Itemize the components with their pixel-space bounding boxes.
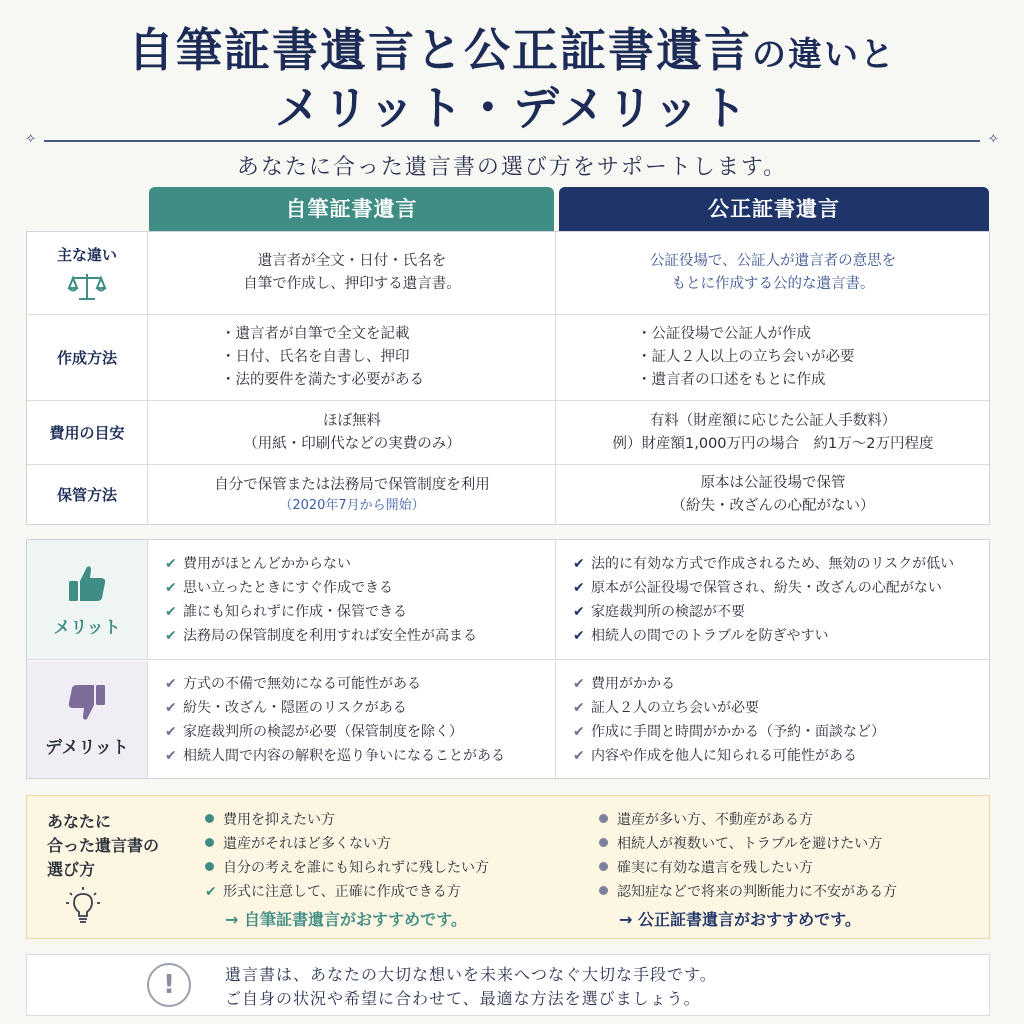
list-item: ✔ 家庭裁判所の検認が不要 bbox=[573, 600, 989, 624]
title-main-part: 自筆証書遺言と公正証書遺言 bbox=[128, 23, 752, 77]
divider-ornament-left: ⟡ bbox=[26, 130, 36, 146]
check-icon: ✔ bbox=[165, 699, 177, 716]
check-icon: ✔ bbox=[165, 579, 177, 596]
column-header-notarial: 公正証書遺言 bbox=[559, 187, 989, 231]
list-item: ✔ 方式の不備で無効になる可能性がある bbox=[165, 672, 555, 696]
recommendation-box bbox=[26, 795, 990, 939]
title-suffix: の違いと bbox=[752, 35, 896, 75]
merit-row bbox=[27, 540, 989, 660]
check-icon: ✔ bbox=[573, 627, 585, 644]
bullet-icon bbox=[599, 838, 608, 847]
bullet-icon bbox=[205, 838, 214, 847]
cell-notarial: 有料（財産額に応じた公証人手数料） 例）財産額1,000万円の場合 約1万〜2万円程度 bbox=[612, 412, 934, 452]
check-icon: ✔ bbox=[205, 884, 217, 900]
check-icon: ✔ bbox=[165, 627, 177, 644]
recommend-notarial bbox=[599, 808, 897, 932]
demerit-holographic bbox=[149, 661, 556, 778]
list-item: ✔ 費用がかかる bbox=[573, 672, 989, 696]
exclamation-icon: ! bbox=[147, 963, 191, 1007]
lightbulb-icon bbox=[65, 886, 101, 926]
closing-note-text: 遺言書は、あなたの大切な想いを未来へつなぐ大切な手段です。 ご自身の状況や希望に合わせて、最適な方法を選びましょう。 bbox=[225, 965, 717, 1008]
list-item: 相続人が複数いて、トラブルを避けたい方 bbox=[599, 832, 897, 856]
check-icon: ✔ bbox=[165, 747, 177, 764]
list-item: ✔ 内容や作成を他人に知られる可能性がある bbox=[573, 744, 989, 768]
check-icon: ✔ bbox=[165, 675, 177, 692]
cell-holographic: ほぼ無料 （用紙・印刷代などの実費のみ） bbox=[149, 401, 556, 464]
bullet-icon bbox=[599, 814, 608, 823]
check-icon: ✔ bbox=[573, 579, 585, 596]
bullet-icon bbox=[599, 862, 608, 871]
list-item: 遺産が多い方、不動産がある方 bbox=[599, 808, 897, 832]
bullet-icon bbox=[599, 886, 608, 895]
recommend-result-holographic: → 自筆証書遺言がおすすめです。 bbox=[225, 910, 467, 929]
cell-holographic: 遺言者が全文・日付・氏名を 自筆で作成し、押印する遺言書。 bbox=[149, 232, 556, 314]
check-icon: ✔ bbox=[573, 723, 585, 740]
check-icon: ✔ bbox=[573, 555, 585, 572]
recommend-result-notarial: → 公正証書遺言がおすすめです。 bbox=[619, 910, 861, 929]
list-item: 自分の考えを誰にも知られずに残したい方 bbox=[205, 856, 489, 880]
pros-cons-table bbox=[26, 539, 990, 779]
row-label: 作成方法 bbox=[27, 315, 148, 400]
table-row bbox=[27, 232, 989, 315]
divider-ornament-right: ⟡ bbox=[988, 130, 998, 146]
check-icon: ✔ bbox=[573, 699, 585, 716]
row-label: 主な違い bbox=[27, 232, 148, 314]
demerit-label: デメリット bbox=[27, 661, 148, 778]
cell-notarial: 公証役場で、公証人が遺言者の意思を もとに作成する公的な遺言書。 bbox=[649, 253, 897, 292]
cell-notarial: 原本は公証役場で保管 （紛失・改ざんの心配がない） bbox=[671, 474, 875, 514]
page-title-line1 bbox=[0, 14, 1024, 80]
demerit-row bbox=[27, 661, 989, 778]
subtitle: あなたに合った遺言書の選び方をサポートします。 bbox=[236, 155, 788, 180]
check-icon: ✔ bbox=[573, 603, 585, 620]
list-item: ✔ 法務局の保管制度を利用すれば安全性が高まる bbox=[165, 624, 555, 648]
list-item: 確実に有効な遺言を残したい方 bbox=[599, 856, 897, 880]
list-item: ✔ 思い立ったときにすぐ作成できる bbox=[165, 576, 555, 600]
list-item: ✔ 証人２人の立ち会いが必要 bbox=[573, 696, 989, 720]
check-icon: ✔ bbox=[573, 675, 585, 692]
list-item: ✔ 相続人間で内容の解釈を巡り争いになることがある bbox=[165, 744, 555, 768]
list-item: ✔ 費用がほとんどかからない bbox=[165, 552, 555, 576]
list-item: 認知症などで将来の判断能力に不安がある方 bbox=[599, 880, 897, 904]
closing-note bbox=[26, 954, 990, 1016]
cell-holographic: ・遺言者が自筆で全文を記載 ・日付、氏名を自書し、押印 ・法的要件を満たす必要がある bbox=[149, 315, 556, 400]
list-item: ✔ 誰にも知られずに作成・保管できる bbox=[165, 600, 555, 624]
title-divider bbox=[26, 130, 998, 146]
bullet-icon bbox=[205, 814, 214, 823]
list-item: ✔ 家庭裁判所の検認が必要（保管制度を除く） bbox=[165, 720, 555, 744]
row-label: 費用の目安 bbox=[27, 401, 148, 464]
comparison-table bbox=[26, 231, 990, 525]
recommendation-label: あなたに 合った遺言書の 選び方 bbox=[47, 812, 160, 879]
table-row bbox=[27, 401, 989, 465]
list-item: ✔ 相続人の間でのトラブルを防ぎやすい bbox=[573, 624, 989, 648]
table-row bbox=[27, 315, 989, 401]
merit-holographic bbox=[149, 540, 556, 659]
scale-icon bbox=[67, 271, 107, 303]
merit-notarial bbox=[557, 540, 989, 659]
row-label: 保管方法 bbox=[27, 465, 148, 524]
list-item: 費用を抑えたい方 bbox=[205, 808, 489, 832]
table-row bbox=[27, 465, 989, 524]
list-item: ✔ 作成に手間と時間がかかる（予約・面談など） bbox=[573, 720, 989, 744]
recommend-holographic bbox=[205, 808, 489, 932]
cell-notarial: ・公証役場で公証人が作成 ・証人２人以上の立ち会いが必要 ・遺言者の口述をもとに作成 bbox=[637, 326, 855, 388]
list-item: 遺産がそれほど多くない方 bbox=[205, 832, 489, 856]
list-item: ✔ 法的に有効な方式で作成されるため、無効のリスクが低い bbox=[573, 552, 989, 576]
check-icon: ✔ bbox=[165, 555, 177, 572]
check-icon: ✔ bbox=[165, 603, 177, 620]
page-title-line2: メリット・デメリット bbox=[274, 81, 750, 135]
merit-label: メリット bbox=[27, 540, 148, 659]
check-icon: ✔ bbox=[573, 747, 585, 764]
column-header-holographic: 自筆証書遺言 bbox=[149, 187, 554, 231]
check-icon: ✔ bbox=[165, 723, 177, 740]
list-item: ✔ 形式に注意して、正確に作成できる方 bbox=[205, 880, 489, 904]
list-item: ✔ 紛失・改ざん・隠匿のリスクがある bbox=[165, 696, 555, 720]
thumbs-down-icon bbox=[65, 681, 109, 725]
thumbs-up-icon bbox=[65, 561, 109, 605]
bullet-icon bbox=[205, 862, 214, 871]
cell-holographic: 自分で保管または法務局で保管制度を利用 （2020年7月から開始） bbox=[149, 465, 556, 524]
demerit-notarial bbox=[557, 661, 989, 778]
list-item: ✔ 原本が公証役場で保管され、紛失・改ざんの心配がない bbox=[573, 576, 989, 600]
